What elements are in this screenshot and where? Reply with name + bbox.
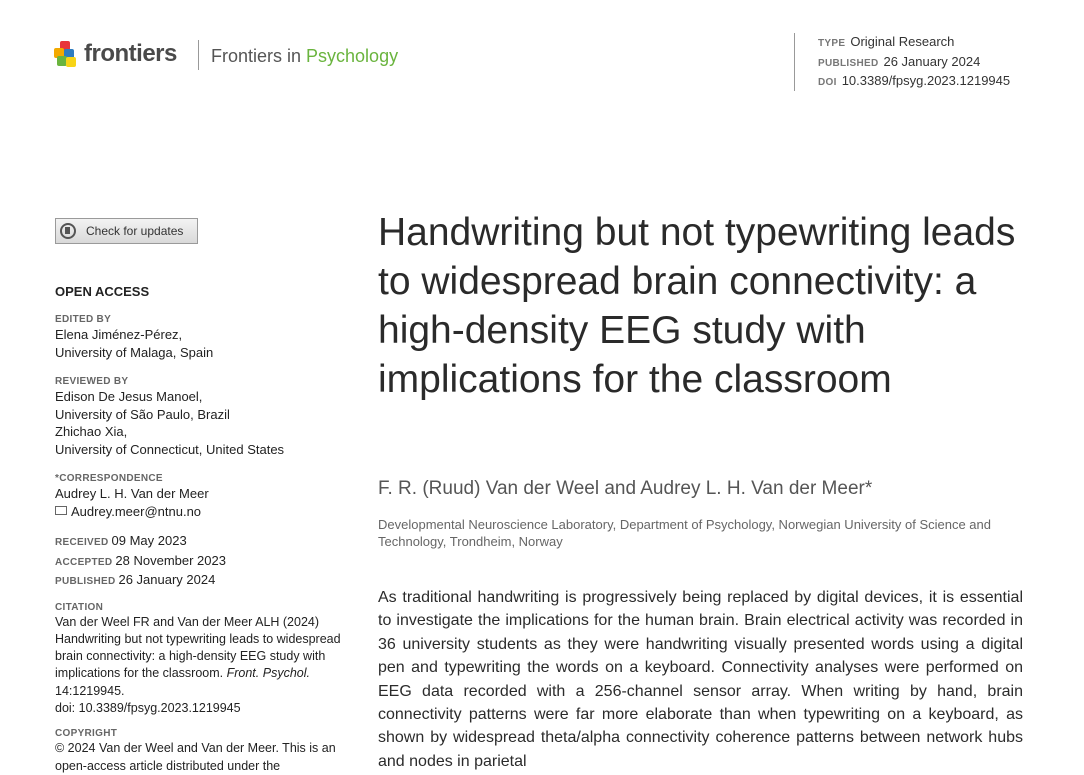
citation-text (55, 614, 355, 718)
editor-affiliation: University of Malaga, Spain (55, 344, 214, 360)
accepted-value: 28 November 2023 (115, 552, 226, 568)
citation-volume: 14:1219945. (55, 683, 125, 698)
mail-icon (55, 506, 67, 515)
received-row (55, 532, 355, 552)
frontiers-logo[interactable] (54, 40, 177, 68)
reviewed-by-section (55, 375, 355, 458)
edited-by-section (55, 313, 355, 361)
citation-main: Van der Weel FR and Van der Meer ALH (2024) Handwriting but not typewriting leads to widespread brain connectivity: a high-density EEG study with implications for the classroom. (55, 614, 341, 681)
meta-published-value: 26 January 2024 (883, 53, 981, 69)
reviewer-affiliation: University of São Paulo, Brazil (55, 406, 230, 422)
abstract-text: As traditional handwriting is progressively being replaced by digital devices, it is essential to investigate the implications for the human brain. Brain electrical activity was recorded in 36 university students as they were handwriting visually presented words using a digital pen and typewriting the words on a keyboard. Connectivity analyses were performed on EEG data recorded with a 256-channel sensor array. When writing by hand, brain connectivity patterns were far more elaborate than when typewriting on a keyboard, as shown by widespread theta/alpha connectivity coherence patterns between network hubs and nodes in parietal (378, 589, 1023, 770)
check-for-updates-label: Check for updates (86, 224, 184, 238)
reviewed-by-label: REVIEWED BY (55, 376, 129, 387)
logo-wordmark: frontiers (84, 40, 177, 67)
correspondence-label: *CORRESPONDENCE (55, 473, 163, 484)
copyright-section (55, 727, 355, 775)
copyright-text: © 2024 Van der Weel and Van der Meer. This is an open-access article distributed under the (55, 741, 336, 773)
meta-published-label: PUBLISHED (818, 57, 879, 69)
received-value: 09 May 2023 (111, 533, 187, 548)
published-value: 26 January 2024 (118, 572, 216, 587)
author-affiliation: Developmental Neuroscience Laboratory, Department of Psychology, Norwegian University of Science and Technology, Trondheim, Norway (378, 517, 991, 549)
published-label: PUBLISHED (55, 576, 116, 587)
journal-name[interactable] (211, 46, 398, 67)
meta-doi (818, 72, 1010, 92)
header-divider (198, 40, 199, 70)
received-label: RECEIVED (55, 537, 109, 548)
citation-label: CITATION (55, 601, 104, 613)
check-for-updates-button[interactable] (55, 218, 198, 244)
published-row (55, 571, 355, 591)
edited-by-label: EDITED BY (55, 314, 112, 325)
copyright-label: COPYRIGHT (55, 728, 118, 740)
meta-type (818, 33, 1010, 53)
reviewer-affiliation: University of Connecticut, United States (55, 441, 285, 457)
meta-type-value: Original Research (850, 34, 955, 49)
correspondence-email-row (55, 503, 355, 521)
correspondence-name: Audrey L. H. Van der Meer (55, 486, 209, 501)
meta-type-label: TYPE (818, 38, 846, 49)
citation-section (55, 601, 355, 718)
journal-prefix: Frontiers in (211, 46, 307, 66)
citation-journal: Front. Psychol. (226, 666, 310, 681)
journal-field: Psychology (306, 46, 399, 66)
sidebar (55, 218, 355, 775)
reviewer-name: Zhichao Xia, (55, 424, 128, 439)
article-meta (794, 33, 1010, 91)
meta-doi-value[interactable]: 10.3389/fpsyg.2023.1219945 (841, 73, 1011, 88)
correspondence-section (55, 472, 355, 520)
correspondence-email-link[interactable]: Audrey.meer@ntnu.no (71, 503, 202, 519)
reviewer-name: Edison De Jesus Manoel, (55, 389, 203, 404)
meta-doi-label: DOI (818, 77, 837, 88)
article-title: Handwriting but not typewriting leads to widespread brain connectivity: a high-density EEG study with implications for the classroom (378, 211, 1016, 401)
accepted-row (55, 552, 355, 572)
article-authors: F. R. (Ruud) Van der Weel and Audrey L. H. Van der Meer* (378, 478, 873, 499)
meta-published (818, 53, 1010, 73)
accepted-label: ACCEPTED (55, 556, 113, 568)
open-access-heading: OPEN ACCESS (55, 284, 150, 299)
bookmark-icon (60, 223, 76, 239)
dates-section (55, 532, 355, 591)
citation-doi[interactable]: doi: 10.3389/fpsyg.2023.1219945 (55, 700, 241, 715)
editor-name: Elena Jiménez-Pérez, (55, 327, 183, 342)
frontiers-logo-icon (54, 41, 78, 67)
